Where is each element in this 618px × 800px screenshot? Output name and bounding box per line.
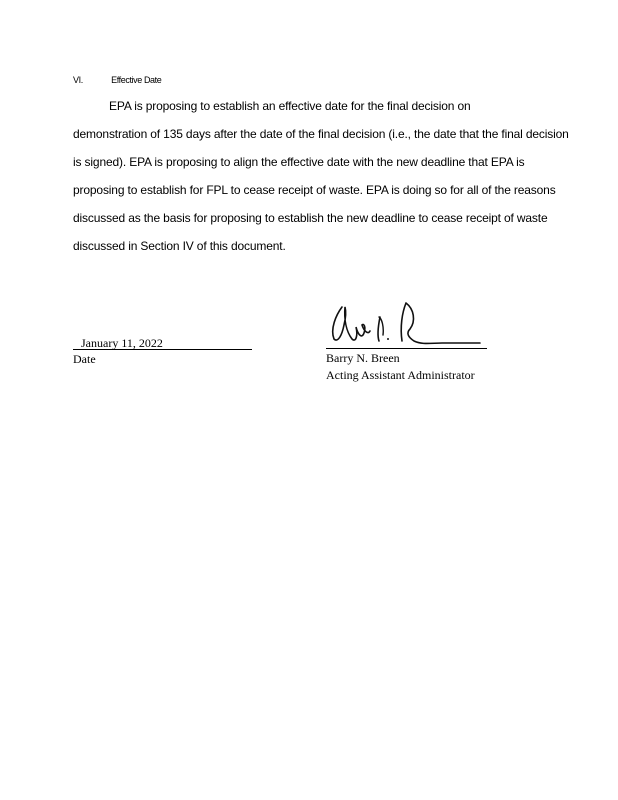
paragraph-line: is signed). EPA is proposing to align the effective date with the new deadline that EPA is: [73, 155, 525, 169]
section-heading: [73, 75, 161, 85]
section-title: Effective Date: [111, 75, 162, 85]
date-value: January 11, 2022: [81, 336, 163, 350]
handwritten-signature: [322, 295, 482, 347]
signer-name: Barry N. Breen: [326, 351, 400, 365]
date-label: Date: [73, 352, 96, 366]
paragraph-line: discussed in Section IV of this document.: [73, 239, 286, 253]
paragraph-line: proposing to establish for FPL to cease receipt of waste. EPA is doing so for all of the reasons: [73, 183, 556, 197]
date-field: [73, 336, 252, 350]
paragraph-line: discussed as the basis for proposing to establish the new deadline to cease receipt of waste: [73, 211, 548, 225]
signer-title: Acting Assistant Administrator: [326, 368, 475, 382]
section-number: VI.: [73, 75, 83, 85]
paragraph-line: EPA is proposing to establish an effective date for the final decision on: [109, 99, 471, 113]
paragraph-line: demonstration of 135 days after the date of the final decision (i.e., the date that the final decision: [73, 127, 569, 141]
signature-line: [326, 348, 487, 349]
